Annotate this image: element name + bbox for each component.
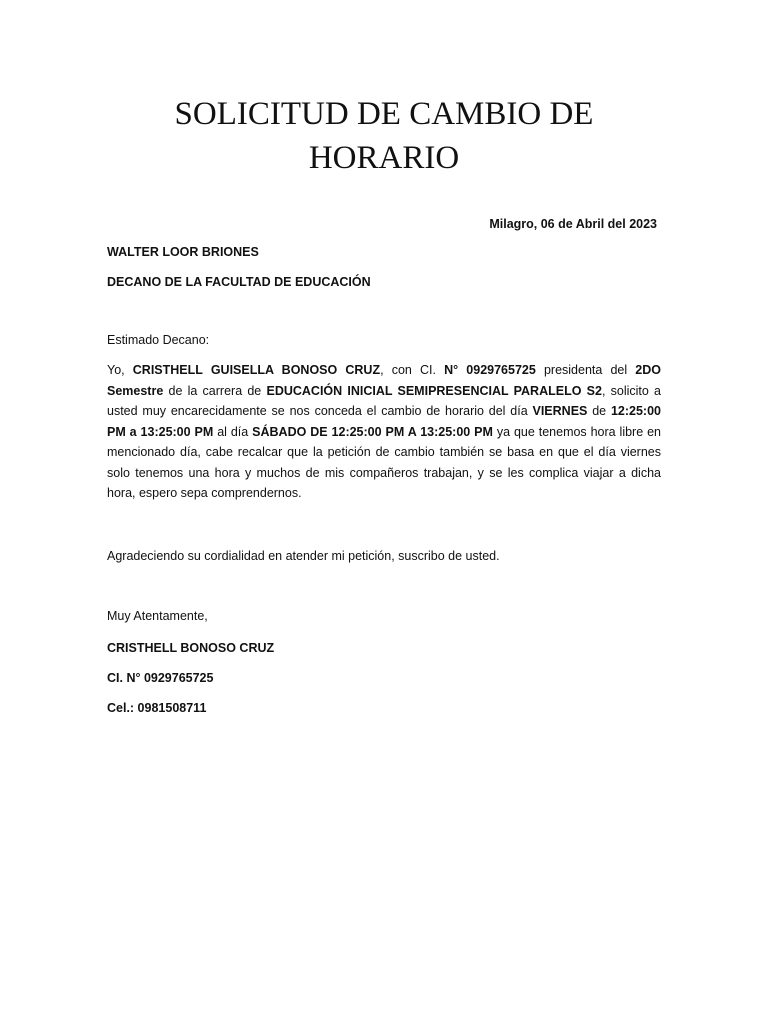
signature-ci: CI. N° 0929765725	[107, 671, 214, 685]
closing-line: Agradeciendo su cordialidad en atender mi petición, suscribo de usted.	[107, 549, 500, 563]
body-text: , solicito a usted muy encarecidamente se nos conceda el cambio de horario del día	[107, 383, 661, 418]
title-line-2: HORARIO	[308, 140, 460, 176]
requested-schedule: SÁBADO DE 12:25:00 PM A 13:25:00 PM	[252, 424, 493, 439]
title-line-1: SOLICITUD DE CAMBIO DE	[174, 96, 594, 132]
body-text: Yo,	[107, 363, 133, 377]
signature-phone: Cel.: 0981508711	[107, 701, 207, 715]
current-day: VIERNES	[532, 404, 588, 418]
recipient-name: WALTER LOOR BRIONES	[107, 245, 259, 259]
id-number: N° 0929765725	[444, 363, 536, 377]
body-text: ya que tenemos hora libre en mencionado día, cabe recalcar que la petición de cambio también se basa en que el día viernes solo tenemos una hora y muchos de mis compañeros trabajan, y se les complica viajar a dicha hora, espero sepa comprendernos.	[107, 424, 661, 500]
body-paragraph	[107, 360, 661, 504]
semester: 2DO Semestre	[107, 363, 661, 398]
current-time: 12:25:00 PM a 13:25:00 PM	[107, 404, 661, 439]
body-text: de la carrera de	[163, 383, 267, 398]
career-name: EDUCACIÓN INICIAL SEMIPRESENCIAL PARALELO S2	[266, 383, 602, 398]
student-name: CRISTHELL GUISELLA BONOSO CRUZ	[132, 363, 381, 377]
signature-name: CRISTHELL BONOSO CRUZ	[107, 641, 275, 655]
body-text: , con CI.	[380, 363, 445, 377]
body-text: al día	[213, 424, 253, 439]
recipient-position: DECANO DE LA FACULTAD DE EDUCACIÓN	[107, 275, 371, 289]
body-text: presidenta del	[535, 363, 636, 377]
signoff: Muy Atentamente,	[107, 609, 208, 623]
body-text: de	[587, 404, 611, 418]
greeting: Estimado Decano:	[107, 333, 210, 347]
document-title	[0, 92, 768, 180]
date-line: Milagro, 06 de Abril del 2023	[489, 217, 657, 231]
